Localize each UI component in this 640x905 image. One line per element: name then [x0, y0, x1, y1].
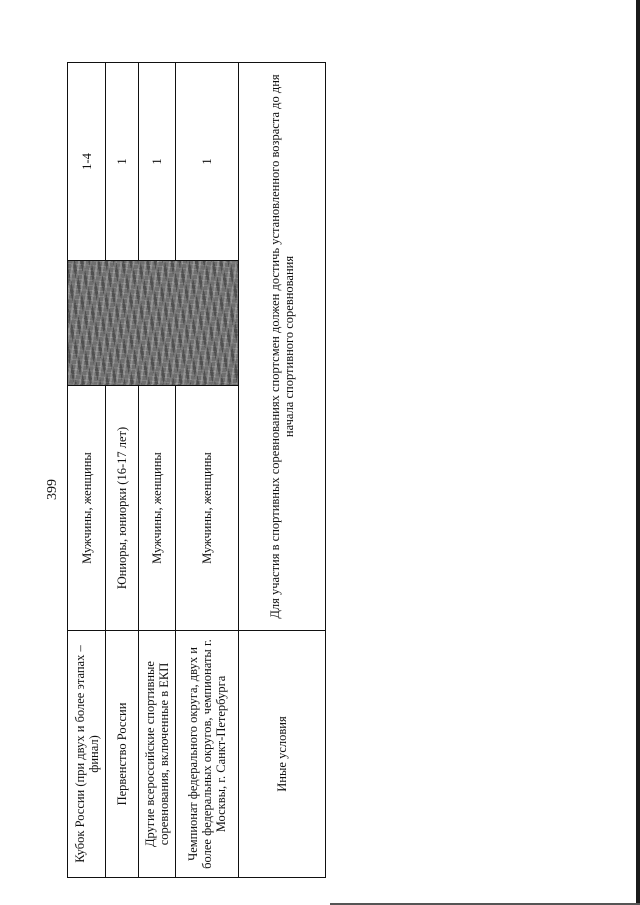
- place-cell: 1: [139, 63, 176, 261]
- place-cell: 1-4: [68, 63, 106, 261]
- group-cell: Мужчины, женщины: [139, 386, 176, 631]
- shaded-merged-cell: [68, 261, 239, 386]
- competition-cell: Чемпионат федерального округа, двух и более федеральных округов, чемпионаты г. Москвы, г. Санкт-Петербурга: [176, 631, 239, 878]
- table-row: [106, 63, 139, 878]
- group-cell: Мужчины, женщины: [176, 386, 239, 631]
- place-cell: 1: [176, 63, 239, 261]
- qualification-table: [67, 62, 326, 878]
- place-cell: 1: [106, 63, 139, 261]
- competition-cell: Кубок России (при двух и более этапах – финал): [68, 631, 106, 878]
- table-row: [139, 63, 176, 878]
- page-number: 399: [45, 479, 60, 500]
- scan-edge-right: [636, 0, 640, 905]
- competition-cell: Первенство России: [106, 631, 139, 878]
- table-row: [68, 63, 106, 878]
- rotated-table-block: [45, 63, 325, 878]
- table-row: [176, 63, 239, 878]
- competition-cell: Другие всероссийские спортивные соревнования, включенные в ЕКП: [139, 631, 176, 878]
- group-cell: Юниоры, юниорки (16-17 лет): [106, 386, 139, 631]
- other-conditions-text: Для участия в спортивных соревнованиях спортсмен должен достичь установленного возраста до дня начала спортивного соревнования: [239, 63, 326, 631]
- table-row: [239, 63, 326, 878]
- other-conditions-label: Иные условия: [239, 631, 326, 878]
- group-cell: Мужчины, женщины: [68, 386, 106, 631]
